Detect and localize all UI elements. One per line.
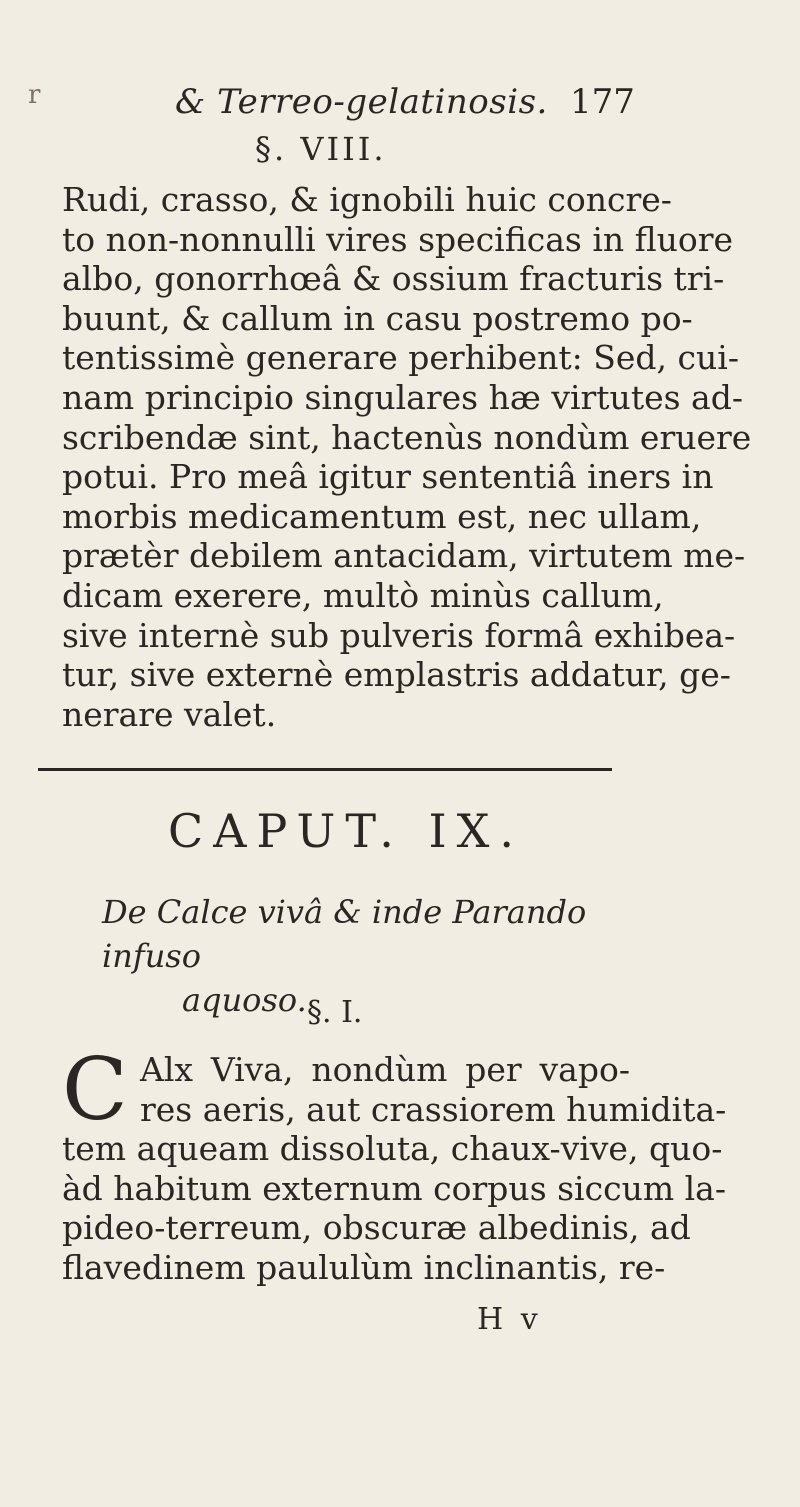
text-line: tur, sive externè emplastris addatur, ge- — [62, 655, 731, 695]
text-line: dicam exerere, multò minùs callum, — [62, 575, 664, 615]
chapter-subtitle-line: De Calce vivâ & inde Parando infuso — [102, 893, 587, 975]
text-line: Rudi, crasso, & ignobili huic concre- — [62, 180, 672, 219]
text-line: pideo-terreum, obscuræ albedinis, ad — [62, 1208, 691, 1248]
text-line: nam principio singulares hæ virtutes ad- — [62, 377, 743, 417]
chapter-subtitle — [102, 890, 642, 1022]
text-line: sive internè sub pulveris formâ exhibea- — [62, 615, 736, 655]
section-i-text — [62, 1040, 727, 1288]
text-line: potui. Pro meâ igitur sententiâ iners in — [62, 457, 714, 497]
text-line: àd habitum externum corpus siccum la- — [62, 1168, 726, 1208]
text-line: res aeris, aut crassiorem humidita- — [140, 1089, 727, 1129]
text-line: albo, gonorrhœâ & ossium fracturis tri- — [62, 259, 725, 299]
text-line: tem aqueam dissoluta, chaux-vive, quo- — [62, 1129, 723, 1169]
text-line: to non-nonnulli vires specificas in fluore — [62, 219, 734, 259]
section-heading-i: §. I. — [307, 995, 363, 1030]
text-line: tentissimè generare perhibent: Sed, cui- — [62, 338, 739, 378]
text-line: Alx Viva, nondùm per vapo- — [140, 1050, 630, 1089]
page-number: 177 — [570, 82, 635, 122]
margin-mark: r — [28, 80, 41, 110]
chapter-title: CAPUT. IX. — [168, 804, 525, 858]
chapter-subtitle-line: aquoso. — [182, 981, 307, 1019]
chapter-divider-rule — [38, 768, 612, 771]
section-viii-text — [62, 180, 752, 734]
page-header — [0, 78, 800, 128]
catchword-signature: H v — [477, 1302, 542, 1337]
text-line: nerare valet. — [62, 694, 277, 734]
text-line: prætèr debilem antacidam, virtutem me- — [62, 536, 746, 576]
running-title: & Terreo-gelatinosis. — [175, 82, 548, 122]
text-line: scribendæ sint, hactenùs nondùm eruere — [62, 417, 752, 457]
drop-capital: C — [62, 1040, 128, 1140]
text-line: flavedinem paululùm inclinantis, re- — [62, 1247, 666, 1287]
text-line: buunt, & callum in casu postremo po- — [62, 298, 693, 338]
section-heading-viii: §. VIII. — [255, 130, 387, 168]
text-line: morbis medicamentum est, nec ullam, — [62, 496, 702, 536]
